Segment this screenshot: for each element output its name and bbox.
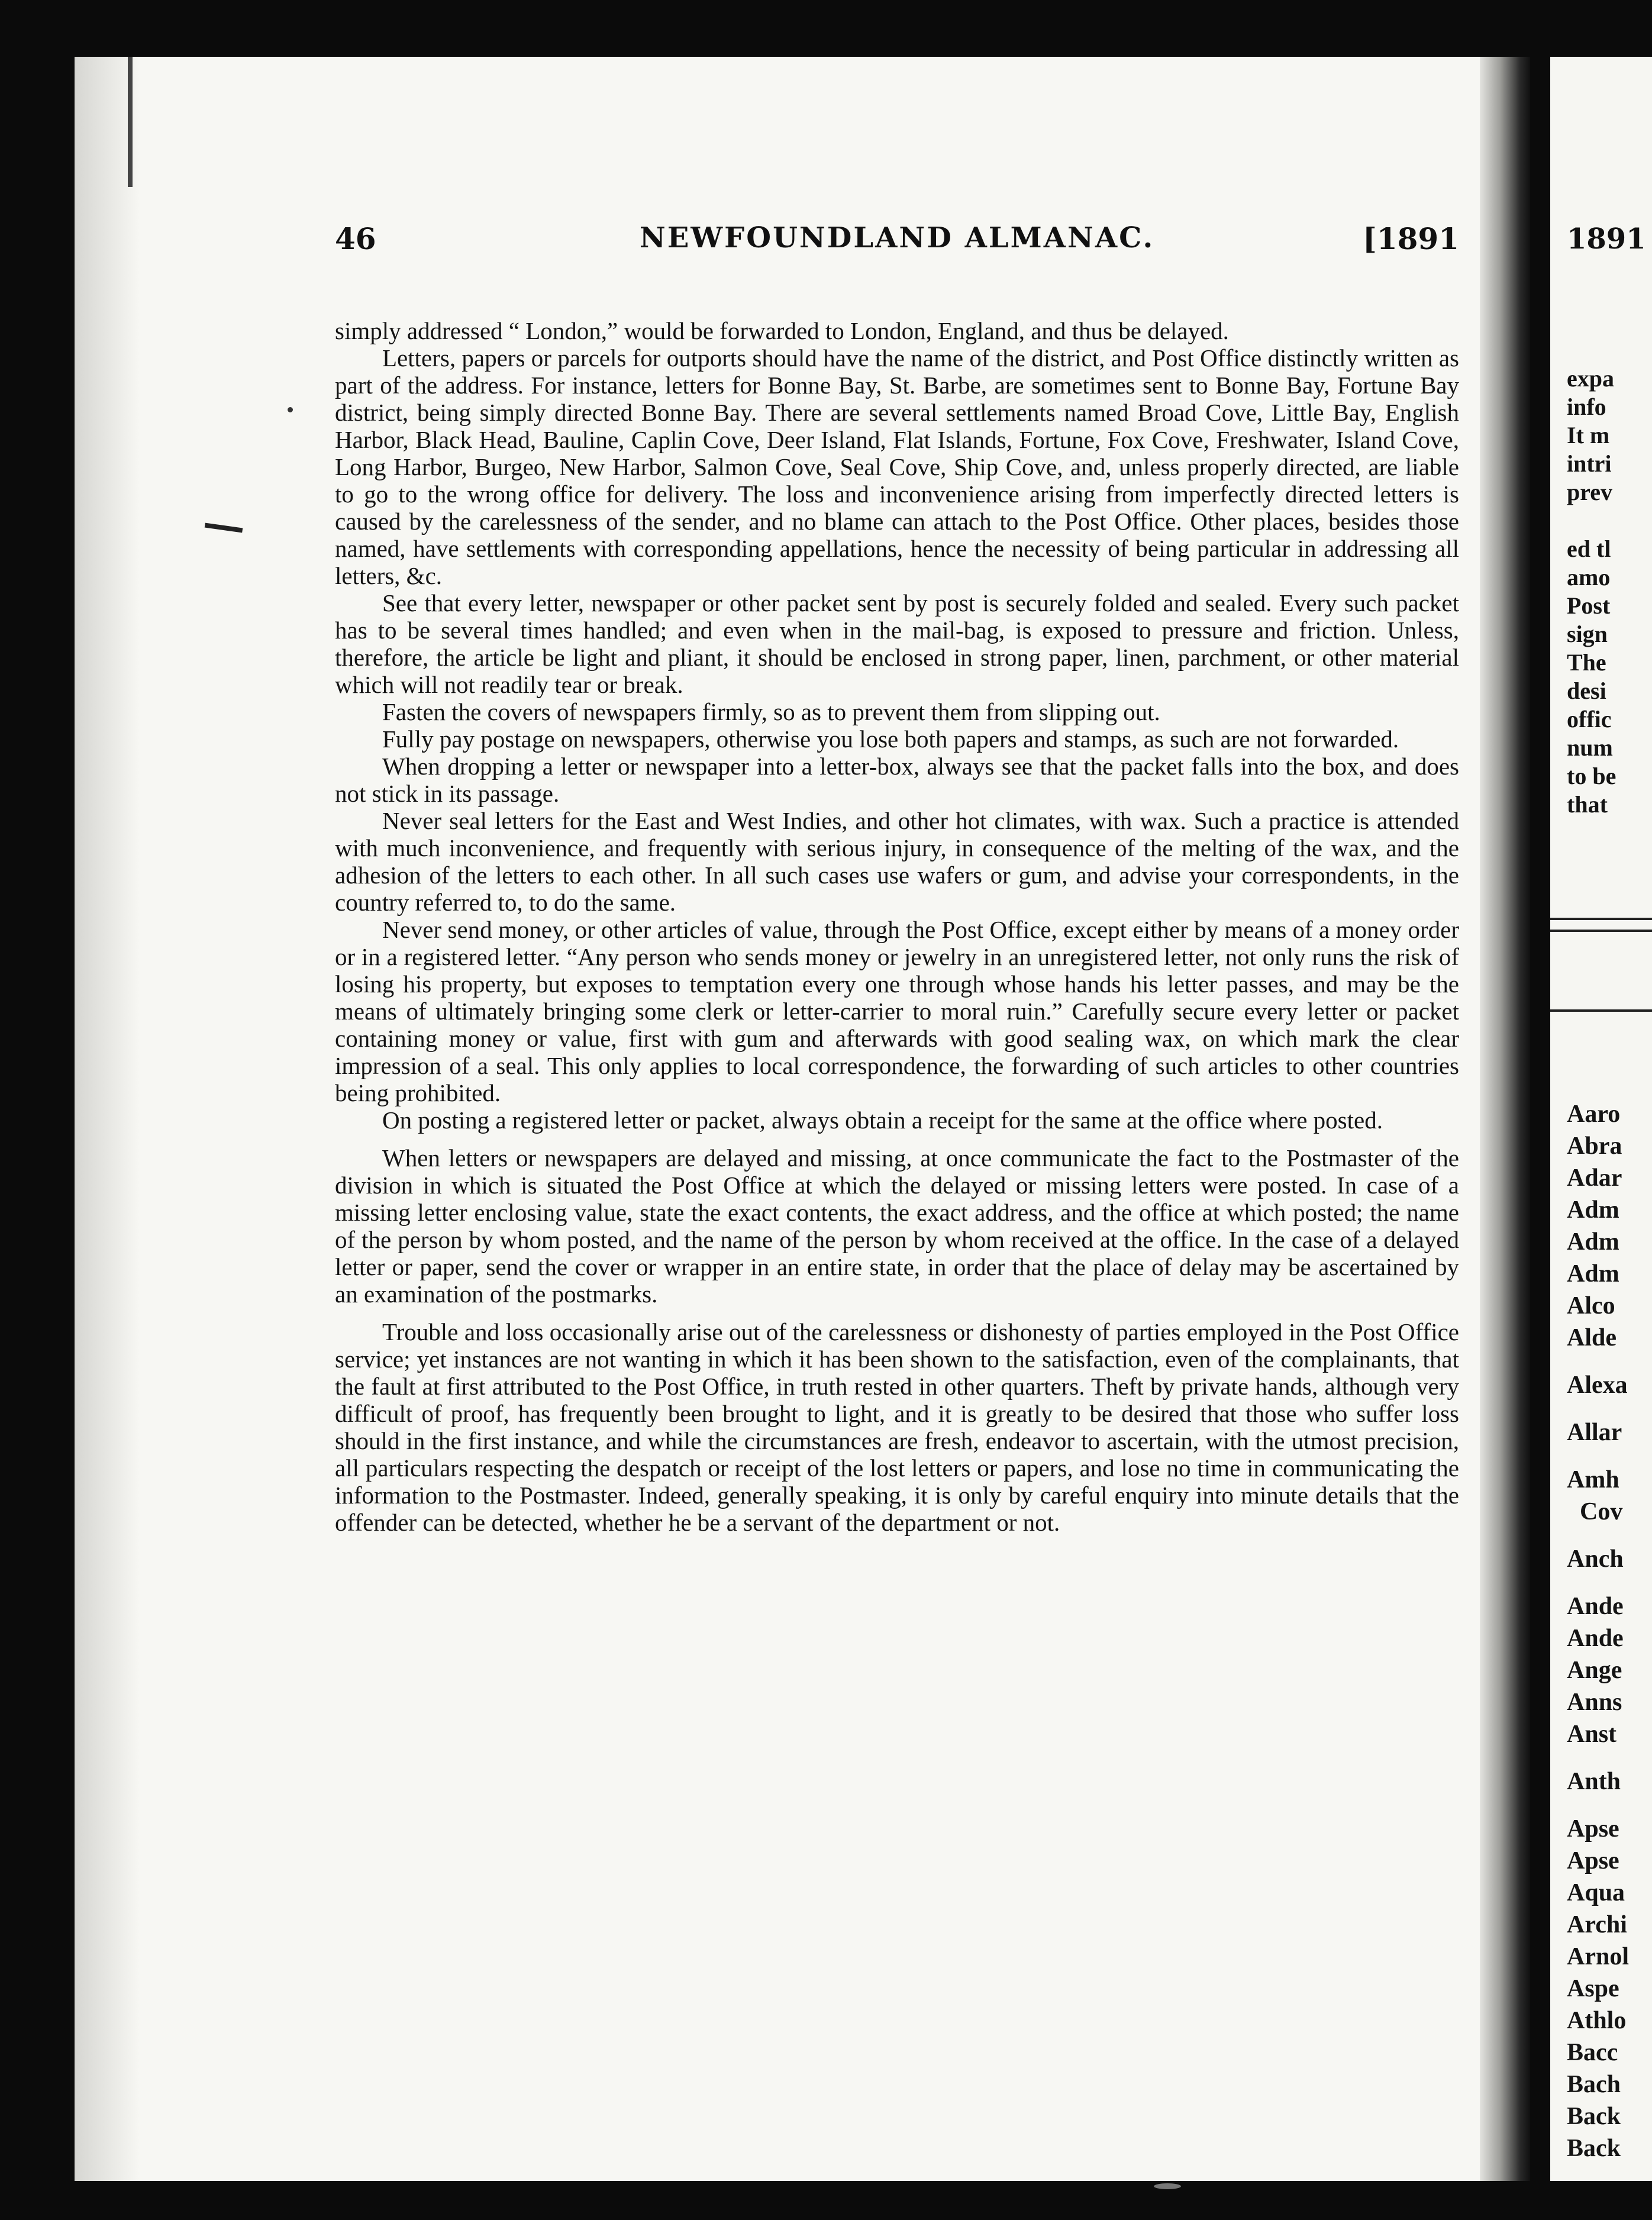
left-page (75, 57, 1530, 2181)
scan-smudge (1154, 2183, 1181, 2189)
gutter-shadow (75, 57, 140, 2181)
index-fragment: Ande (1567, 1625, 1624, 1652)
index-fragment: Amh (1567, 1466, 1619, 1493)
index-fragment: Anns (1567, 1689, 1622, 1716)
body-text (335, 317, 1459, 1536)
paragraph: simply addressed “ London,” would be forwarded to London, England, and thus be delayed. (335, 317, 1229, 344)
text-fragment: info (1567, 393, 1606, 420)
index-fragment: Aspe (1567, 1975, 1619, 2002)
rule-line (1550, 918, 1652, 920)
index-fragment: Arnol (1567, 1943, 1629, 1970)
index-fragment: Anst (1567, 1721, 1617, 1748)
index-fragment: Bacc (1567, 2039, 1618, 2066)
text-fragment: num (1567, 734, 1613, 761)
paragraph: See that every letter, newspaper or other packet sent by post is securely folded and sealed. Every such packet has to be several times handled; and even when in the mail-bag, is exposed to pressure and friction. Unless, therefore, the article be light and pliant, it should be enclosed in strong paper, linen, parchment, or other material which will not readily tear or break. (335, 589, 1459, 698)
facing-page (1550, 57, 1652, 2181)
text-fragment (1567, 506, 1652, 535)
facing-page-year: 1891 (1567, 222, 1646, 256)
page-header (335, 204, 1459, 275)
page-fold (1480, 57, 1530, 2181)
text-fragment: sign (1567, 621, 1608, 647)
ink-dash (205, 523, 243, 533)
paragraph: When dropping a letter or newspaper into a letter-box, always see that the packet falls into the box, and does not stick in its passage. (335, 753, 1459, 807)
index-fragment: Ange (1567, 1657, 1622, 1684)
index-fragment: Apse (1567, 1847, 1619, 1874)
index-fragment: Adar (1567, 1164, 1622, 1192)
text-fragment: to be (1567, 763, 1616, 789)
paragraph: Never send money, or other articles of value, through the Post Office, except either by means of a money order or in a registered letter. “Any person who sends money or jewelry in an unregistered letter, not only runs the risk of losing his property, but exposes to temptation every one through whose hands his letter passes, and may be the means of ultimately bringing some clerk or letter-carrier to moral ruin.” Carefully secure every letter or packet containing money or value, first with gum and afterwards with good sealing wax, on which mark the clear impression of a seal. This only applies to local correspondence, the forwarding of such articles to other countries being prohibited. (335, 916, 1459, 1106)
text-fragment: It m (1567, 422, 1610, 448)
page-number: 46 (335, 221, 376, 256)
index-fragment: Cov (1580, 1498, 1623, 1525)
text-fragment: expa (1567, 365, 1614, 392)
index-fragment: Back (1567, 2135, 1621, 2162)
index-fragment: Aaro (1567, 1101, 1621, 1128)
index-fragment: Adm (1567, 1260, 1619, 1288)
index-fragment: Aqua (1567, 1879, 1625, 1906)
index-fragment: Ande (1567, 1593, 1624, 1620)
index-fragment: Apse (1567, 1815, 1619, 1843)
text-fragment: intri (1567, 450, 1612, 477)
facing-page-text (1567, 364, 1652, 819)
text-fragment: desi (1567, 677, 1606, 704)
index-fragment: Adm (1567, 1228, 1619, 1256)
header-year: [1891 (1363, 221, 1459, 256)
rule-line (1550, 1009, 1652, 1012)
ink-dot (288, 407, 293, 412)
text-fragment: The (1567, 649, 1606, 676)
paragraph: When letters or newspapers are delayed and missing, at once communicate the fact to the Postmaster of the division in which is situated the Post Office at which the delayed or missing letters were posted. In case of a missing letter enclosing value, state the exact contents, the exact address, and the office at which posted; the name of the person by whom posted, and the name of the person by whom received at the office. In the case of a delayed letter or paper, send the cover or wrapper in an entire state, in order that the place of delay may be ascertained by an examination of the postmarks. (335, 1144, 1459, 1308)
index-fragment: Allar (1567, 1419, 1622, 1446)
paragraph: Letters, papers or parcels for outports should have the name of the district, and Post Office distinctly written as part of the address. For instance, letters for Bonne Bay, St. Barbe, are sometimes sent to Bonne Bay, Fortune Bay district, being simply directed Bonne Bay. There are several settlements named Broad Cove, Little Bay, English Harbor, Black Head, Bauline, Caplin Cove, Deer Island, Flat Islands, Fortune, Fox Cove, Freshwater, Island Cove, Long Harbor, Burgeo, New Harbor, Salmon Cove, Seal Cove, Ship Cove, and, unless properly directed, are liable to go to the wrong office for delivery. The loss and inconvenience arising from imperfectly directed letters is caused by the carelessness of the sender, and no blame can attach to the Post Office. Other places, besides those named, have settlements with corresponding appellations, hence the necessity of being particular in addressing all letters, &c. (335, 344, 1459, 589)
text-fragment: ed tl (1567, 535, 1611, 562)
index-fragment: Bach (1567, 2071, 1621, 2098)
text-fragment: that (1567, 791, 1608, 818)
index-fragment: Alco (1567, 1292, 1615, 1319)
index-fragment: Abra (1567, 1132, 1622, 1160)
rule-line (1550, 930, 1652, 932)
running-title: NEWFOUNDLAND ALMANAC. (639, 221, 1155, 254)
index-fragment: Alexa (1567, 1372, 1628, 1399)
index-fragment: Archi (1567, 1911, 1627, 1938)
binding-mark (128, 57, 133, 187)
paragraph: Fasten the covers of newspapers firmly, so as to prevent them from slipping out. (382, 698, 1160, 725)
index-fragment: Adm (1567, 1196, 1619, 1224)
text-fragment: prev (1567, 479, 1613, 505)
paragraph: Never seal letters for the East and West Indies, and other hot climates, with wax. Such a practice is attended with much inconvenience, and frequently with serious injury, in consequence of the melting of the wax, and the adhesion of the letters to each other. In all such cases use wafers or gum, and advise your correspondents, in the country referred to, to do the same. (335, 807, 1459, 916)
index-fragment: Anch (1567, 1545, 1624, 1573)
text-fragment: Post (1567, 592, 1611, 619)
index-fragment: Back (1567, 2103, 1621, 2130)
paragraph: Trouble and loss occasionally arise out of the carelessness or dishonesty of parties employed in the Post Office service; yet instances are not wanting in which it has been shown to the satisfaction, even of the complainants, that the fault at first attributed to the Post Office, in truth rested in other quarters. Theft by private hands, although very difficult of proof, has frequently been brought to light, and it is greatly to be desired that those who suffer loss should in the first instance, and while the circumstances are fresh, endeavor to ascertain, with the utmost precision, all particulars respecting the despatch or receipt of the lost letters or papers, and lose no time in communicating the information to the Postmaster. Indeed, generally speaking, it is only by careful enquiry into minute details that the offender can be detected, whether he be a servant of the department or not. (335, 1318, 1459, 1536)
facing-page-index (1567, 1098, 1652, 2164)
index-fragment: Alde (1567, 1324, 1616, 1351)
text-fragment: amo (1567, 564, 1611, 591)
text-fragment: offic (1567, 706, 1612, 733)
paragraph: Fully pay postage on newspapers, otherwise you lose both papers and stamps, as such are not forwarded. (382, 725, 1399, 753)
index-fragment: Athlo (1567, 2007, 1627, 2034)
paragraph: On posting a registered letter or packet, always obtain a receipt for the same at the office where posted. (382, 1106, 1383, 1134)
index-fragment: Anth (1567, 1768, 1621, 1795)
